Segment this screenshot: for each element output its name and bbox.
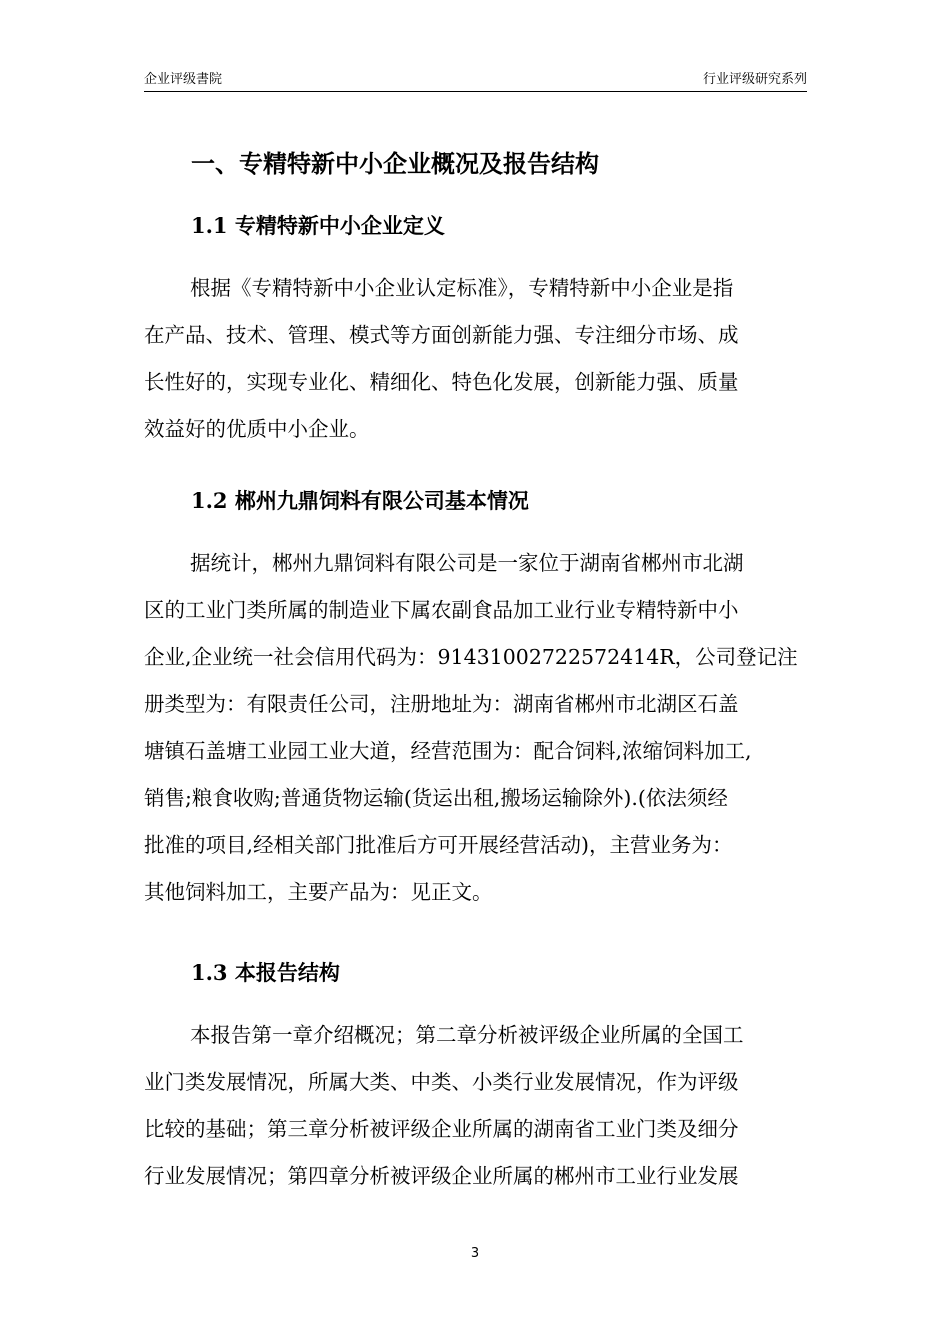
paragraph-line: 销售;粮食收购;普通货物运输(货运出租,搬场运输除外).(依法须经: [144, 786, 728, 810]
paragraph-line: 塘镇石盖塘工业园工业大道，经营范围为：配合饲料,浓缩饲料加工,: [144, 739, 752, 763]
paragraph-line: 根据《专精特新中小企业认定标准》，专精特新中小企业是指: [190, 276, 734, 300]
section-paragraph-1-2: [144, 540, 809, 916]
paragraph-line: 其他饲料加工，主要产品为：见正文。: [144, 880, 493, 904]
section-paragraph-1-3: [144, 1012, 809, 1200]
section-heading-1-3: 1.3 本报告结构: [191, 960, 340, 985]
header-divider: [144, 91, 807, 92]
paragraph-line: 本报告第一章介绍概况；第二章分析被评级企业所属的全国工: [190, 1023, 744, 1047]
page-header: [144, 70, 807, 90]
paragraph-line: 行业发展情况；第四章分析被评级企业所属的郴州市工业行业发展: [144, 1164, 739, 1188]
paragraph-line: 比较的基础；第三章分析被评级企业所属的湖南省工业门类及细分: [144, 1117, 739, 1141]
paragraph-line: 批准的项目,经相关部门批准后方可开展经营活动)，主营业务为：: [144, 833, 733, 857]
paragraph-line: 效益好的优质中小企业。: [144, 417, 370, 441]
paragraph-line: 在产品、技术、管理、模式等方面创新能力强、专注细分市场、成: [144, 323, 739, 347]
section-heading-1-1: 1.1 专精特新中小企业定义: [191, 213, 445, 238]
paragraph-line: 区的工业门类所属的制造业下属农副食品加工业行业专精特新中小: [144, 598, 739, 622]
chapter-title: 一、专精特新中小企业概况及报告结构: [191, 149, 599, 178]
header-right-title: 行业评级研究系列: [702, 72, 807, 87]
page-number: 3: [470, 1246, 480, 1261]
paragraph-line: 据统计，郴州九鼎饲料有限公司是一家位于湖南省郴州市北湖: [190, 551, 744, 575]
paragraph-line: 册类型为：有限责任公司，注册地址为：湖南省郴州市北湖区石盖: [144, 692, 739, 716]
paragraph-line: 业门类发展情况，所属大类、中类、小类行业发展情况，作为评级: [144, 1070, 739, 1094]
paragraph-line: 长性好的，实现专业化、精细化、特色化发展，创新能力强、质量: [144, 370, 739, 394]
header-left-title: 企业评级書院: [144, 72, 223, 87]
paragraph-line: 企业,企业统一社会信用代码为：91431002722572414R，公司登记注: [144, 645, 798, 669]
section-heading-1-2: 1.2 郴州九鼎饲料有限公司基本情况: [191, 488, 529, 513]
section-paragraph-1-1: [144, 265, 809, 453]
